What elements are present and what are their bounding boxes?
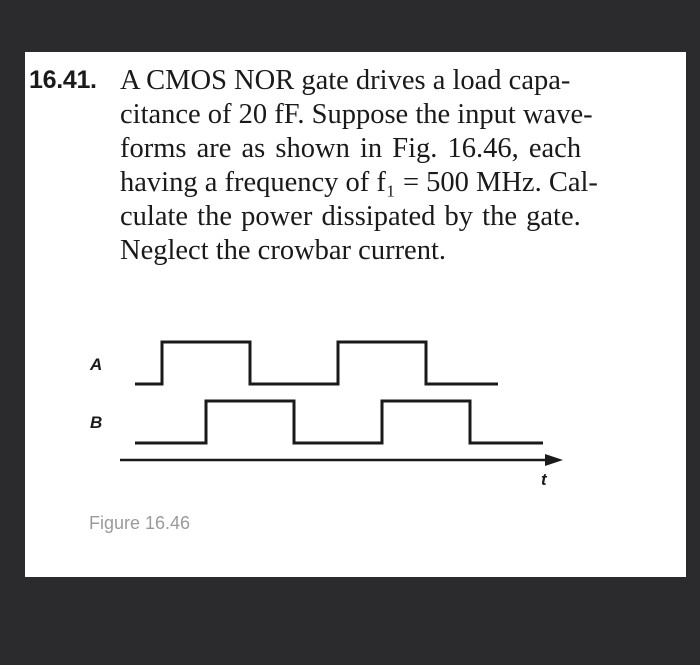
problem-line: culate the power dissipated by the gate. [120, 201, 581, 232]
time-axis-arrowhead [545, 454, 563, 466]
figure-caption: Figure 16.46 [89, 513, 191, 533]
waveform-b [135, 401, 543, 443]
waveform-a [135, 342, 498, 384]
problem-line: A CMOS NOR gate drives a load capa- [120, 65, 571, 96]
textbook-page [25, 52, 686, 577]
problem-line: having a frequency of f₁ = 500 MHz. Cal- [120, 167, 598, 198]
problem-line: citance of 20 fF. Suppose the input wave- [120, 99, 593, 130]
problem-line: forms are as shown in Fig. 16.46, each [120, 133, 582, 164]
problem-number: 16.41. [29, 66, 97, 94]
cropped-previous-line [25, 52, 686, 58]
problem-line: Neglect the crowbar current. [120, 235, 446, 266]
signal-label-a: A [90, 355, 103, 374]
problem-statement [120, 64, 630, 268]
time-axis-label: t [541, 470, 547, 489]
signal-label-b: B [90, 413, 103, 432]
